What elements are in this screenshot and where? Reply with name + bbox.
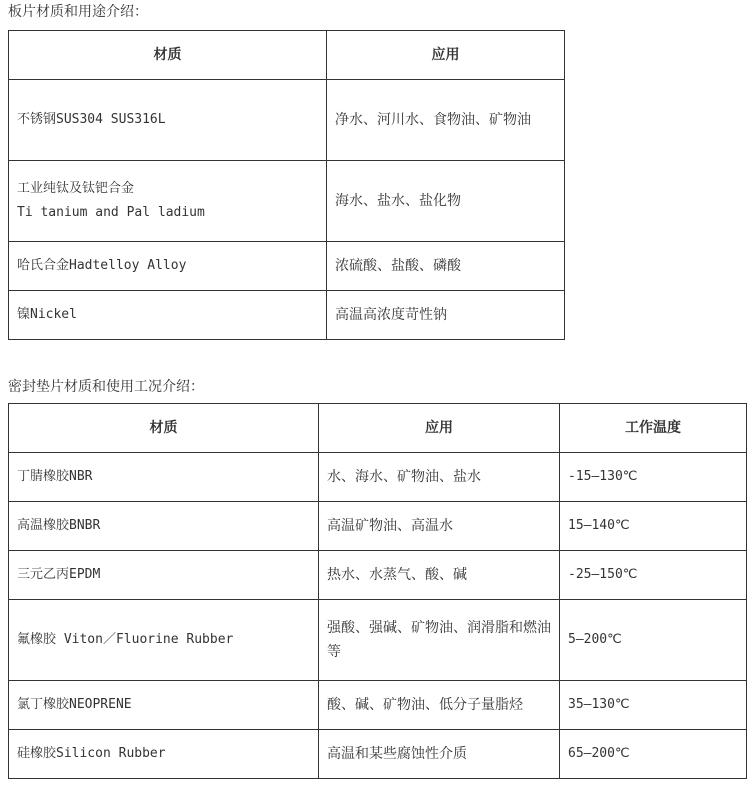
material-line-1: 工业纯钛及钛钯合金 (17, 181, 135, 196)
header-material: 材质 (9, 31, 327, 80)
material-line-2: Ti tanium and Pal ladium (17, 205, 205, 220)
application-cell: 净水、河川水、食物油、矿物油 (327, 80, 565, 161)
application-cell: 热水、水蒸气、酸、碱 (319, 551, 560, 600)
plate-material-table (8, 30, 565, 340)
temperature-cell: 65—200℃ (560, 730, 747, 779)
application-cell: 高温和某些腐蚀性介质 (319, 730, 560, 779)
material-cell: 三元乙丙EPDM (9, 551, 319, 600)
table-row (9, 600, 747, 681)
application-cell: 海水、盐水、盐化物 (327, 161, 565, 242)
table-row (9, 681, 747, 730)
header-application: 应用 (319, 404, 560, 453)
material-cell: 高温橡胶BNBR (9, 502, 319, 551)
table-row (9, 730, 747, 779)
material-cell: 不锈钢SUS304 SUS316L (9, 80, 327, 161)
table-row (9, 80, 565, 161)
application-cell: 高温高浓度苛性钠 (327, 291, 565, 340)
header-temperature: 工作温度 (560, 404, 747, 453)
table-row (9, 551, 747, 600)
table-header-row (9, 31, 565, 80)
table-row (9, 242, 565, 291)
material-cell: 氯丁橡胶NEOPRENE (9, 681, 319, 730)
material-cell: 丁腈橡胶NBR (9, 453, 319, 502)
application-cell: 强酸、强碱、矿物油、润滑脂和燃油等 (319, 600, 560, 681)
temperature-cell: -15—130℃ (560, 453, 747, 502)
material-cell (9, 161, 327, 242)
application-cell: 高温矿物油、高温水 (319, 502, 560, 551)
header-application: 应用 (327, 31, 565, 80)
material-cell: 哈氏合金Hadtelloy Alloy (9, 242, 327, 291)
table-row (9, 291, 565, 340)
temperature-cell: 35—130℃ (560, 681, 747, 730)
table-row (9, 161, 565, 242)
material-cell: 氟橡胶 Viton／Fluorine Rubber (9, 600, 319, 681)
temperature-cell: -25—150℃ (560, 551, 747, 600)
gasket-material-caption: 密封垫片材质和使用工况介绍： (8, 379, 204, 395)
table-row (9, 453, 747, 502)
temperature-cell: 5—200℃ (560, 600, 747, 681)
table-row (9, 502, 747, 551)
header-material: 材质 (9, 404, 319, 453)
material-cell: 镍Nickel (9, 291, 327, 340)
temperature-cell: 15—140℃ (560, 502, 747, 551)
application-cell: 浓硫酸、盐酸、磷酸 (327, 242, 565, 291)
plate-material-caption: 板片材质和用途介绍： (8, 4, 148, 20)
table-header-row (9, 404, 747, 453)
gasket-material-table (8, 403, 747, 779)
application-cell: 水、海水、矿物油、盐水 (319, 453, 560, 502)
material-cell: 硅橡胶Silicon Rubber (9, 730, 319, 779)
application-cell: 酸、碱、矿物油、低分子量脂烃 (319, 681, 560, 730)
